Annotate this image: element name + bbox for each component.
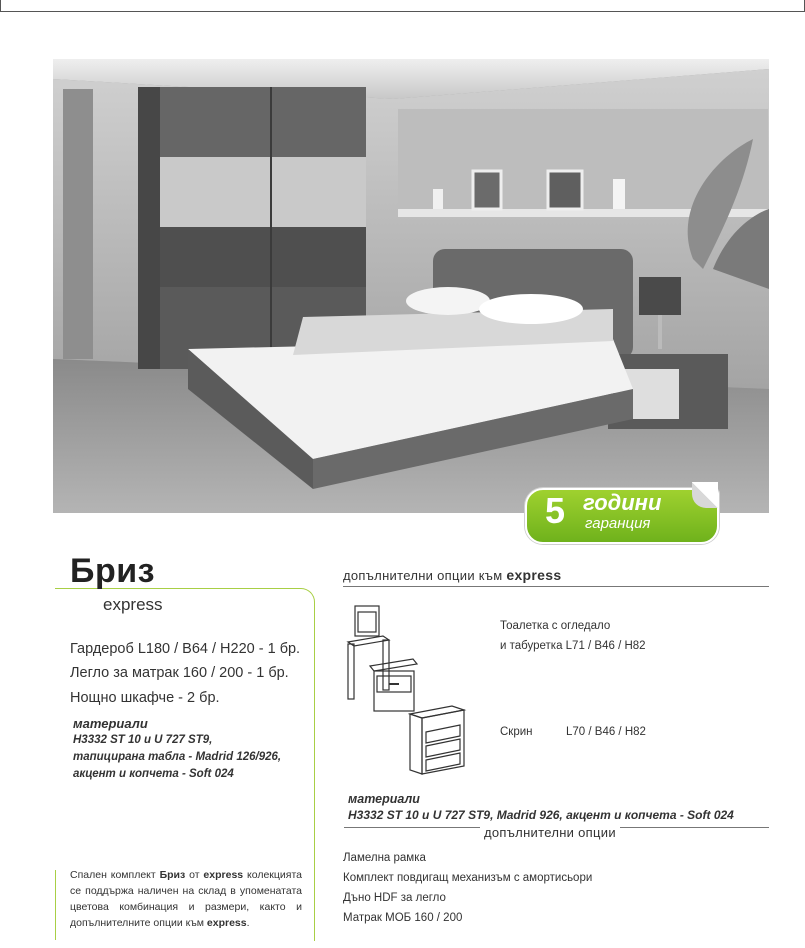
spec-bed: Легло за матрак 160 / 200 - 1 бр. xyxy=(70,665,289,681)
page-top-border xyxy=(0,0,805,12)
warranty-years-number: 5 xyxy=(545,490,566,531)
vanity-label: Тоалетка с огледало xyxy=(500,620,611,632)
options-materials-heading: материали xyxy=(348,792,420,806)
additional-item: Дъно HDF за легло xyxy=(343,892,446,904)
warranty-badge xyxy=(519,482,722,546)
vanity-icon xyxy=(343,604,423,714)
additional-item: Комплект повдигащ механизъм с амортисьори xyxy=(343,872,593,884)
materials-line: H3332 ST 10 и U 727 ST9, xyxy=(73,734,213,746)
options-divider xyxy=(343,586,769,587)
vanity-dimensions: и табуретка L71 / B46 / H82 xyxy=(500,640,646,652)
dresser-icon xyxy=(408,704,468,776)
spec-nightstand: Нощно шкафче - 2 бр. xyxy=(70,690,220,706)
options-heading: допълнителни опции към express xyxy=(343,567,562,583)
dresser-label: Скрин xyxy=(500,726,533,738)
product-subtitle: express xyxy=(103,595,163,614)
dresser-dimensions: L70 / B46 / H82 xyxy=(566,726,646,738)
product-description: Спален комплект Бриз от express колекцията се поддържа наличен на склад в упоменатата цветова комбинация и размери, както и допълнителните опции към express. xyxy=(70,869,302,929)
warranty-word: гаранция xyxy=(585,515,651,532)
additional-heading: допълнителни опции xyxy=(480,825,620,840)
materials-heading: материали xyxy=(73,716,148,731)
materials-line: акцент и копчета - Soft 024 xyxy=(73,768,234,780)
spec-wardrobe: Гардероб L180 / B64 / H220 - 1 бр. xyxy=(70,641,301,657)
page-curl-icon xyxy=(692,482,718,508)
frame-left-edge xyxy=(55,870,56,940)
warranty-years-word: години xyxy=(583,490,662,515)
materials-line: тапицирана табла - Madrid 126/926, xyxy=(73,751,282,763)
additional-item: Ламелна рамка xyxy=(343,852,426,864)
bedroom-photo xyxy=(53,59,769,513)
options-materials-line: H3332 ST 10 и U 727 ST9, Madrid 926, акцент и копчета - Soft 024 xyxy=(348,808,734,822)
product-title: Бриз xyxy=(70,552,156,590)
additional-item: Матрак МОБ 160 / 200 xyxy=(343,912,463,924)
